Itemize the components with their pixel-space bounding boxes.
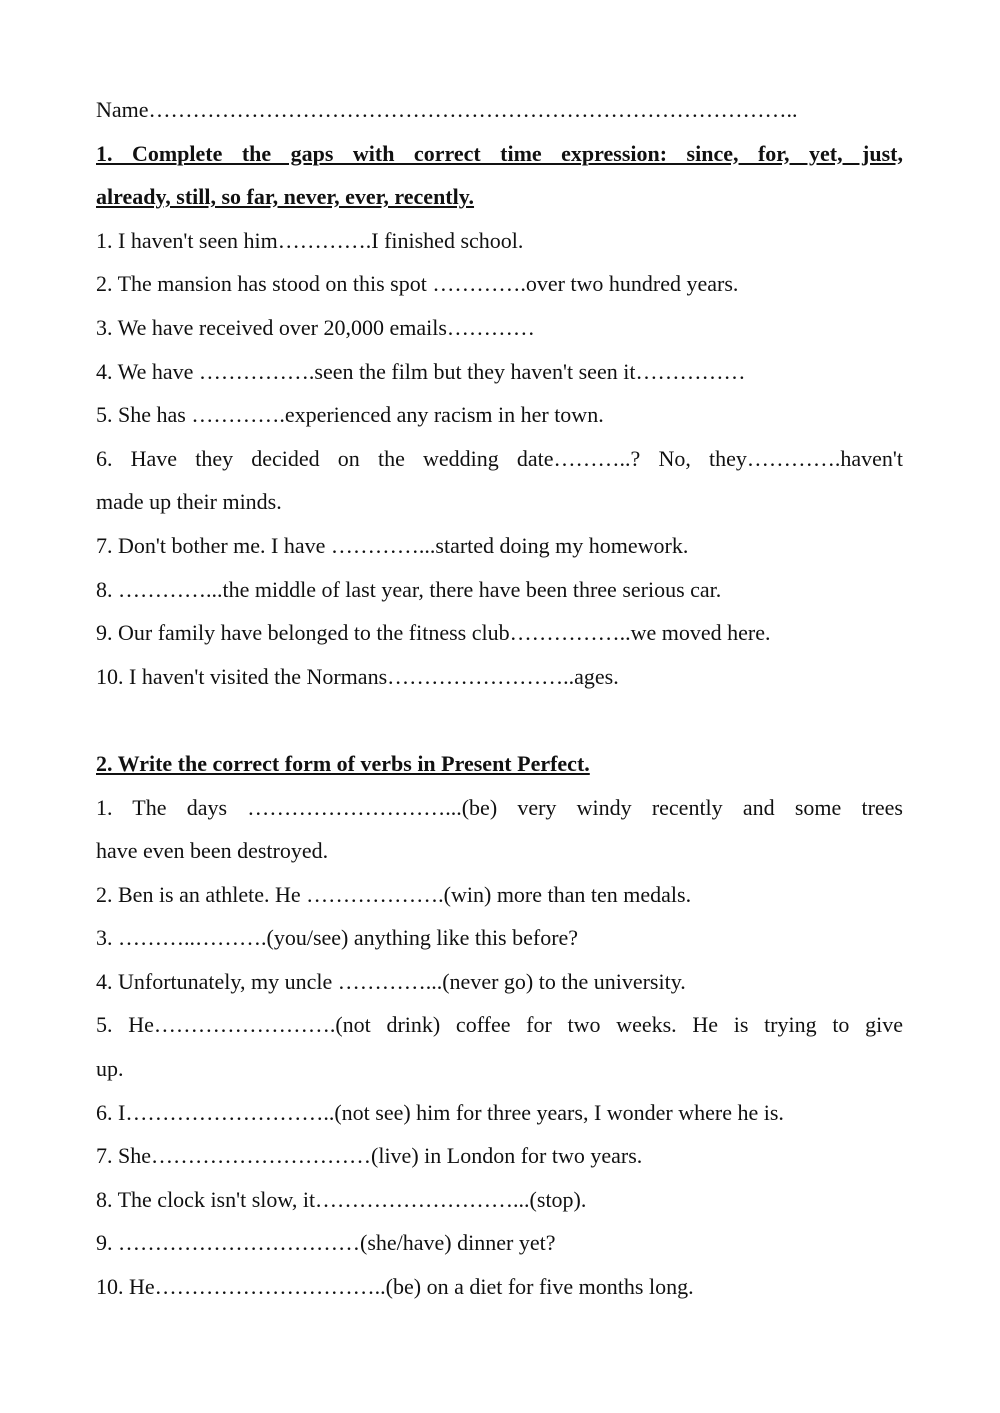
s1-item-8: 8. …………...the middle of last year, there have been three serious car. xyxy=(96,576,722,602)
s2-item-5: 5. He…………………….(not drink) coffee for two weeks. He is trying to give xyxy=(96,1012,903,1038)
s1-item-4: 4. We have …………….seen the film but they haven't seen it…………… xyxy=(96,358,746,384)
section-spacer xyxy=(96,698,903,742)
s2-item-10: 10. He…………………………..(be) on a diet for five months long. xyxy=(96,1274,694,1300)
s1-item-1: 1. I haven't seen him………….I finished school. xyxy=(96,227,524,253)
section2-title: 2. Write the correct form of verbs in Present Perfect. xyxy=(96,750,590,776)
s1-item-10: 10. I haven't visited the Normans……………………..ages. xyxy=(96,663,619,689)
worksheet-page xyxy=(96,88,903,1309)
s1-item-6-cont: made up their minds. xyxy=(96,489,282,515)
s2-item-9: 9. ……………………………(she/have) dinner yet? xyxy=(96,1230,556,1256)
s2-item-4: 4. Unfortunately, my uncle …………...(never go) to the university. xyxy=(96,968,686,994)
s1-item-3: 3. We have received over 20,000 emails………… xyxy=(96,314,535,340)
s2-item-1-cont: have even been destroyed. xyxy=(96,838,329,864)
s2-item-1: 1. The days ………………………...(be) very windy recently and some trees xyxy=(96,794,903,820)
name-line: Name…………………………………………………………………………….. xyxy=(96,97,798,122)
s1-item-5: 5. She has ………….experienced any racism in her town. xyxy=(96,402,604,428)
s2-item-7: 7. She…………………………(live) in London for two years. xyxy=(96,1143,643,1169)
section1-title-line1: 1. Complete the gaps with correct time expression: since, for, yet, just, xyxy=(96,140,903,166)
s2-item-2: 2. Ben is an athlete. He ……………….(win) more than ten medals. xyxy=(96,881,692,907)
s2-item-6: 6. I………………………..(not see) him for three years, I wonder where he is. xyxy=(96,1099,784,1125)
s1-item-7: 7. Don't bother me. I have …………...started doing my homework. xyxy=(96,532,689,558)
s2-item-5-cont: up. xyxy=(96,1056,124,1082)
s2-item-8: 8. The clock isn't slow, it………………………...(stop). xyxy=(96,1186,587,1212)
s1-item-9: 9. Our family have belonged to the fitness club……………..we moved here. xyxy=(96,620,771,646)
section1-title-line2: already, still, so far, never, ever, recently. xyxy=(96,184,475,210)
s2-item-3: 3. ………..……….(you/see) anything like this before? xyxy=(96,925,579,951)
s1-item-2: 2. The mansion has stood on this spot ………….over two hundred years. xyxy=(96,271,739,297)
s1-item-6: 6. Have they decided on the wedding date………..? No, they………….haven't xyxy=(96,445,903,471)
